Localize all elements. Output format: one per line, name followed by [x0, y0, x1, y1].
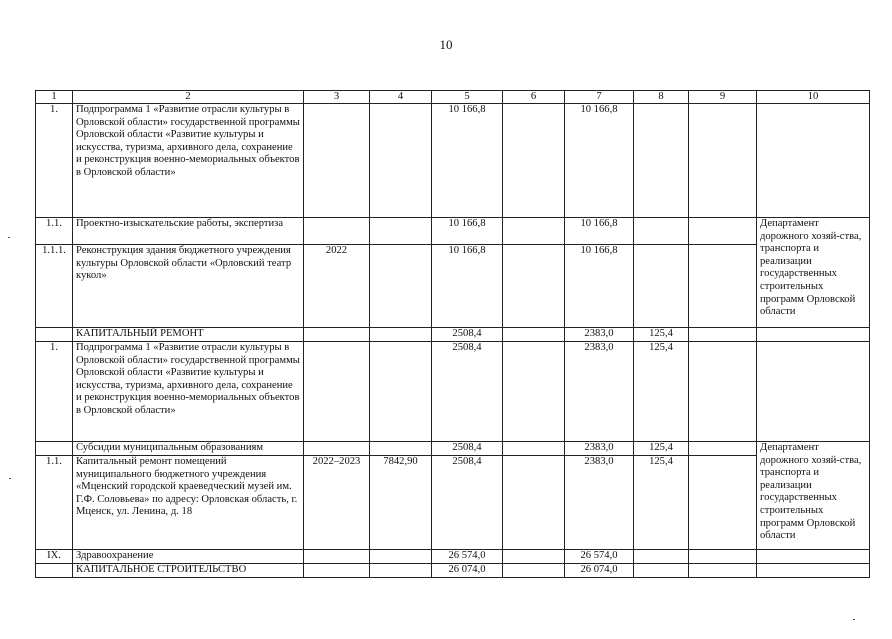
column-number-row — [36, 91, 870, 104]
cell-regional: 10 166,8 — [565, 245, 634, 328]
cell-col9 — [689, 564, 757, 578]
cell-total: 10 166,8 — [432, 245, 503, 328]
cell-col9 — [689, 456, 757, 550]
table-row — [36, 342, 870, 442]
cell-responsible — [757, 328, 870, 342]
scan-speck — [9, 478, 11, 479]
column-number: 4 — [370, 91, 432, 104]
cell-years — [304, 550, 370, 564]
cell-col6 — [503, 245, 565, 328]
cell-local — [634, 245, 689, 328]
cell-total: 10 166,8 — [432, 218, 503, 245]
row-title: Подпрограмма 1 «Развитие отрасли культуры в Орловской области» государственной программы Орловской области «Развитие культуры и искусства, туризма, архивного дела, сохранение и реконструкция военно-мемориальных объектов в Орловской области» — [73, 342, 304, 442]
cell-cost — [370, 218, 432, 245]
table-row — [36, 218, 870, 245]
cell-total: 2508,4 — [432, 342, 503, 442]
page-number: 10 — [439, 37, 453, 52]
row-title: КАПИТАЛЬНЫЙ РЕМОНТ — [73, 328, 304, 342]
row-number — [36, 564, 73, 578]
cell-col9 — [689, 218, 757, 245]
row-number: 1.1. — [36, 456, 73, 550]
cell-cost: 7842,90 — [370, 456, 432, 550]
cell-responsible — [757, 564, 870, 578]
column-number: 2 — [73, 91, 304, 104]
table-row — [36, 456, 870, 550]
cell-col9 — [689, 245, 757, 328]
cell-col6 — [503, 104, 565, 218]
cell-cost — [370, 564, 432, 578]
cell-years — [304, 342, 370, 442]
row-number — [36, 442, 73, 456]
table-row — [36, 442, 870, 456]
scan-speck — [8, 237, 10, 238]
row-number: 1.1. — [36, 218, 73, 245]
cell-cost — [370, 442, 432, 456]
cell-cost — [370, 342, 432, 442]
cell-regional: 2383,0 — [565, 456, 634, 550]
cell-responsible: Департамент дорожного хозяй-ства, транспорта и реализации государственных строительных программ Орловской области — [757, 442, 870, 550]
row-title: Здравоохранение — [73, 550, 304, 564]
row-title: КАПИТАЛЬНОЕ СТРОИТЕЛЬСТВО — [73, 564, 304, 578]
row-title: Субсидии муниципальным образованиям — [73, 442, 304, 456]
column-number: 6 — [503, 91, 565, 104]
cell-col9 — [689, 442, 757, 456]
row-title: Подпрограмма 1 «Развитие отрасли культуры в Орловской области» государственной программы Орловской области «Развитие культуры и искусства, туризма, архивного дела, сохранение и реконструкция военно-мемориальных объектов в Орловской области» — [73, 104, 304, 218]
row-title: Реконструкция здания бюджетного учреждения культуры Орловской области «Орловский театр кукол» — [73, 245, 304, 328]
row-number: 1. — [36, 342, 73, 442]
cell-local: 125,4 — [634, 442, 689, 456]
cell-col6 — [503, 564, 565, 578]
table-row — [36, 550, 870, 564]
cell-col9 — [689, 342, 757, 442]
column-number: 1 — [36, 91, 73, 104]
cell-col9 — [689, 328, 757, 342]
cell-col6 — [503, 342, 565, 442]
cell-local — [634, 550, 689, 564]
row-number: IX. — [36, 550, 73, 564]
cell-regional: 26 074,0 — [565, 564, 634, 578]
cell-total: 26 574,0 — [432, 550, 503, 564]
cell-regional: 2383,0 — [565, 328, 634, 342]
cell-total: 2508,4 — [432, 328, 503, 342]
cell-col6 — [503, 456, 565, 550]
cell-total: 26 074,0 — [432, 564, 503, 578]
table-row — [36, 104, 870, 218]
column-number: 8 — [634, 91, 689, 104]
budget-table — [35, 90, 870, 578]
cell-years: 2022 — [304, 245, 370, 328]
column-number: 9 — [689, 91, 757, 104]
cell-total: 2508,4 — [432, 442, 503, 456]
cell-responsible: Департамент дорожного хозяй-ства, транспорта и реализации государственных строительных программ Орловской области — [757, 218, 870, 328]
column-number: 3 — [304, 91, 370, 104]
cell-regional: 10 166,8 — [565, 218, 634, 245]
cell-col9 — [689, 550, 757, 564]
scan-speck — [853, 619, 855, 620]
cell-local — [634, 104, 689, 218]
table-row — [36, 564, 870, 578]
column-number: 7 — [565, 91, 634, 104]
cell-local — [634, 564, 689, 578]
row-title: Капитальный ремонт помещений муниципального бюджетного учреждения «Мценский городской краеведческий музей им. Г.Ф. Соловьева» по адресу: Орловская область, г. Мценск, ул. Ленина, д. 18 — [73, 456, 304, 550]
cell-local: 125,4 — [634, 342, 689, 442]
cell-col6 — [503, 550, 565, 564]
cell-col9 — [689, 104, 757, 218]
cell-cost — [370, 245, 432, 328]
cell-cost — [370, 328, 432, 342]
cell-years — [304, 104, 370, 218]
column-number: 5 — [432, 91, 503, 104]
cell-regional: 26 574,0 — [565, 550, 634, 564]
table-row — [36, 328, 870, 342]
cell-col6 — [503, 328, 565, 342]
table-row — [36, 245, 870, 328]
cell-col6 — [503, 442, 565, 456]
cell-cost — [370, 550, 432, 564]
row-title: Проектно-изыскательские работы, экспертиза — [73, 218, 304, 245]
cell-responsible — [757, 342, 870, 442]
cell-years — [304, 328, 370, 342]
cell-years — [304, 442, 370, 456]
cell-total: 10 166,8 — [432, 104, 503, 218]
cell-responsible — [757, 104, 870, 218]
cell-years: 2022–2023 — [304, 456, 370, 550]
row-number: 1. — [36, 104, 73, 218]
cell-regional: 2383,0 — [565, 342, 634, 442]
cell-local: 125,4 — [634, 456, 689, 550]
cell-local — [634, 218, 689, 245]
cell-regional: 10 166,8 — [565, 104, 634, 218]
column-number: 10 — [757, 91, 870, 104]
cell-total: 2508,4 — [432, 456, 503, 550]
cell-regional: 2383,0 — [565, 442, 634, 456]
cell-col6 — [503, 218, 565, 245]
cell-years — [304, 564, 370, 578]
cell-cost — [370, 104, 432, 218]
cell-local: 125,4 — [634, 328, 689, 342]
row-number: 1.1.1. — [36, 245, 73, 328]
cell-years — [304, 218, 370, 245]
cell-responsible — [757, 550, 870, 564]
row-number — [36, 328, 73, 342]
